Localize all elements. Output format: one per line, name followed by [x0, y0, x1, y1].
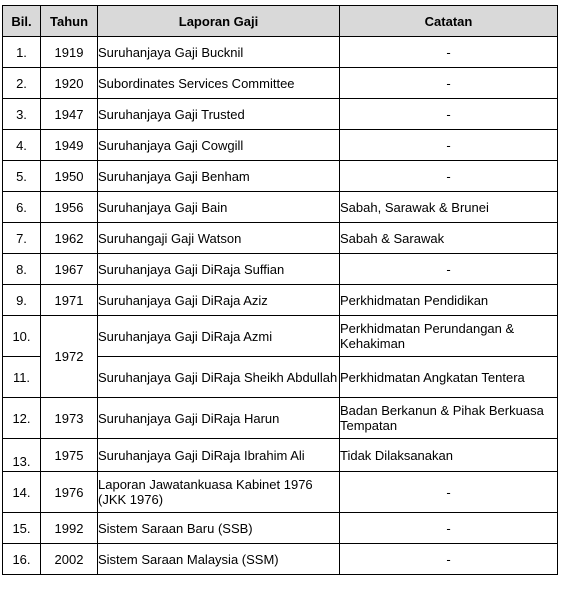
- bil-cell: 14.: [3, 472, 41, 513]
- header-tahun: Tahun: [41, 6, 98, 37]
- catatan-cell: -: [340, 472, 558, 513]
- catatan-cell: -: [340, 161, 558, 192]
- table-row: [3, 439, 558, 472]
- bil-cell: 1.: [3, 37, 41, 68]
- bil-cell: 16.: [3, 544, 41, 575]
- bil-cell: 5.: [3, 161, 41, 192]
- header-laporan-gaji: Laporan Gaji: [98, 6, 340, 37]
- table-row: [3, 192, 558, 223]
- catatan-cell: -: [340, 37, 558, 68]
- catatan-cell: -: [340, 99, 558, 130]
- table-header-row: [3, 6, 558, 37]
- tahun-cell: 1949: [41, 130, 98, 161]
- laporan-cell: Suruhanjaya Gaji Benham: [98, 161, 340, 192]
- catatan-cell: Sabah, Sarawak & Brunei: [340, 192, 558, 223]
- table-row: [3, 223, 558, 254]
- bil-cell: 10.: [3, 316, 41, 357]
- tahun-cell: 1972: [41, 316, 98, 398]
- table-row: [3, 316, 558, 357]
- tahun-cell: 1976: [41, 472, 98, 513]
- bil-cell: 13.: [3, 439, 41, 472]
- laporan-cell: Suruhanjaya Gaji DiRaja Harun: [98, 398, 340, 439]
- tahun-cell: 1975: [41, 439, 98, 472]
- table-row: [3, 130, 558, 161]
- catatan-cell: -: [340, 513, 558, 544]
- bil-cell: 6.: [3, 192, 41, 223]
- bil-cell: 15.: [3, 513, 41, 544]
- tahun-cell: 1992: [41, 513, 98, 544]
- table-row: [3, 398, 558, 439]
- table-row: [3, 254, 558, 285]
- bil-cell: 7.: [3, 223, 41, 254]
- bil-cell: 12.: [3, 398, 41, 439]
- laporan-cell: Suruhanjaya Gaji Trusted: [98, 99, 340, 130]
- bil-cell: 3.: [3, 99, 41, 130]
- laporan-cell: Suruhanjaya Gaji Cowgill: [98, 130, 340, 161]
- table-row: [3, 99, 558, 130]
- tahun-cell: 1967: [41, 254, 98, 285]
- tahun-cell: 1973: [41, 398, 98, 439]
- laporan-cell: Suruhanjaya Gaji DiRaja Aziz: [98, 285, 340, 316]
- laporan-cell: Laporan Jawatankuasa Kabinet 1976 (JKK 1976): [98, 472, 340, 513]
- table-row: [3, 68, 558, 99]
- bil-cell: 4.: [3, 130, 41, 161]
- catatan-cell: Perkhidmatan Pendidikan: [340, 285, 558, 316]
- laporan-cell: Suruhanjaya Gaji DiRaja Azmi: [98, 316, 340, 357]
- laporan-cell: Subordinates Services Committee: [98, 68, 340, 99]
- catatan-cell: Perkhidmatan Angkatan Tentera: [340, 357, 558, 398]
- bil-cell: 11.: [3, 357, 41, 398]
- tahun-cell: 1950: [41, 161, 98, 192]
- laporan-cell: Suruhanjaya Gaji Bain: [98, 192, 340, 223]
- catatan-cell: Badan Berkanun & Pihak Berkuasa Tempatan: [340, 398, 558, 439]
- tahun-cell: 1971: [41, 285, 98, 316]
- tahun-cell: 1956: [41, 192, 98, 223]
- salary-reports-table: [2, 5, 558, 575]
- catatan-cell: -: [340, 68, 558, 99]
- tahun-cell: 1920: [41, 68, 98, 99]
- laporan-cell: Suruhanjaya Gaji DiRaja Ibrahim Ali: [98, 439, 340, 472]
- laporan-cell: Sistem Saraan Malaysia (SSM): [98, 544, 340, 575]
- header-bil: Bil.: [3, 6, 41, 37]
- bil-cell: 9.: [3, 285, 41, 316]
- laporan-cell: Suruhanjaya Gaji Bucknil: [98, 37, 340, 68]
- table-row: [3, 472, 558, 513]
- table-row: [3, 544, 558, 575]
- catatan-cell: Sabah & Sarawak: [340, 223, 558, 254]
- table-row: [3, 161, 558, 192]
- table-row: [3, 285, 558, 316]
- tahun-cell: 2002: [41, 544, 98, 575]
- bil-cell: 2.: [3, 68, 41, 99]
- catatan-cell: -: [340, 254, 558, 285]
- bil-cell: 8.: [3, 254, 41, 285]
- header-catatan: Catatan: [340, 6, 558, 37]
- laporan-cell: Suruhangaji Gaji Watson: [98, 223, 340, 254]
- laporan-cell: Suruhanjaya Gaji DiRaja Suffian: [98, 254, 340, 285]
- tahun-cell: 1947: [41, 99, 98, 130]
- tahun-cell: 1962: [41, 223, 98, 254]
- laporan-cell: Sistem Saraan Baru (SSB): [98, 513, 340, 544]
- tahun-cell: 1919: [41, 37, 98, 68]
- table-row: [3, 37, 558, 68]
- catatan-cell: -: [340, 130, 558, 161]
- laporan-cell: Suruhanjaya Gaji DiRaja Sheikh Abdullah: [98, 357, 340, 398]
- catatan-cell: Perkhidmatan Perundangan & Kehakiman: [340, 316, 558, 357]
- table-row: [3, 513, 558, 544]
- catatan-cell: -: [340, 544, 558, 575]
- catatan-cell: Tidak Dilaksanakan: [340, 439, 558, 472]
